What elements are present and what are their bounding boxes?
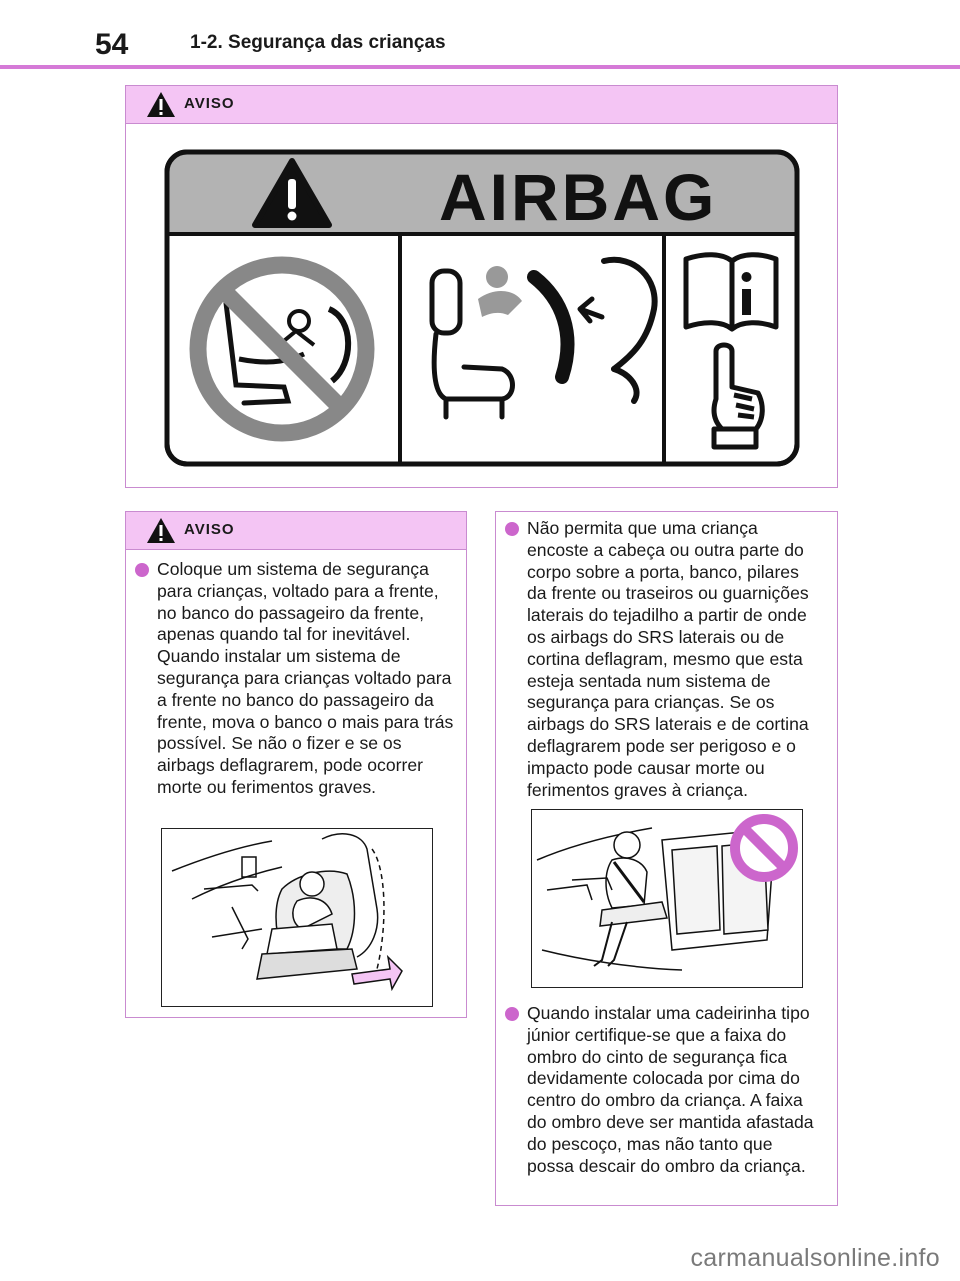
booster-seat-illustration xyxy=(531,809,803,988)
warning-bullet: Coloque um sistema de segurança para crianças, voltado para a frente, no banco do passageiro da frente, apenas quando tal for inevitável. Quando instalar um sistema de segurança para crianças voltado para a frente no banco do passageiro da frente, mova o banco o mais para trás possível. Se não o fizer e se os airbags deflagrarem, pode ocorrer morte ou ferimentos graves. xyxy=(132,559,454,799)
prohibition-rear-facing-seat-icon xyxy=(198,265,366,433)
warning-box-forward-facing xyxy=(125,511,467,1018)
label-airbag-text: AIRBAG xyxy=(439,160,718,234)
warning-title: AVISO xyxy=(184,95,235,112)
page-number: 54 xyxy=(95,28,129,61)
warning-header xyxy=(126,512,466,550)
warning-title: AVISO xyxy=(184,521,235,538)
warning-bullet-list-2 xyxy=(502,1003,822,1177)
warning-box-airbag-label xyxy=(125,85,838,488)
warning-bullet-list xyxy=(502,518,822,801)
prohibited-icon xyxy=(729,813,799,883)
warning-box-curtain-airbags xyxy=(495,511,838,1206)
header-rule xyxy=(0,65,960,69)
warning-bullet: Quando instalar uma cadeirinha tipo júnior certifique-se que a faixa do ombro do cinto de segurança fica devidamente colocada por cima do centro do ombro da criança. A faixa do ombro deve ser mantida afastada do pescoço, mas não tanto que possa descair do ombro da criança. xyxy=(502,1003,822,1177)
airbag-warning-label xyxy=(164,149,800,467)
warning-bullet: Não permita que uma criança encoste a cabeça ou outra parte do corpo sobre a porta, banco, pilares da frente ou traseiros ou guarnições laterais do tejadilho a partir de onde os airbags do SRS laterais ou de cortina deflagram, mesmo que esta esteja sentada num sistema de segurança para crianças. Se os airbags do SRS laterais e de cortina deflagrarem pode ser perigoso e o impacto pode causar morte ou ferimentos graves à criança. xyxy=(502,518,822,801)
watermark: carmanualsonline.info xyxy=(690,1244,940,1272)
forward-facing-seat-illustration xyxy=(161,828,433,1007)
warning-triangle-icon xyxy=(146,91,176,118)
warning-triangle-icon xyxy=(146,517,176,544)
section-title: 1-2. Segurança das crianças xyxy=(190,32,446,53)
warning-bullet-list xyxy=(132,559,454,799)
warning-header xyxy=(126,86,837,124)
